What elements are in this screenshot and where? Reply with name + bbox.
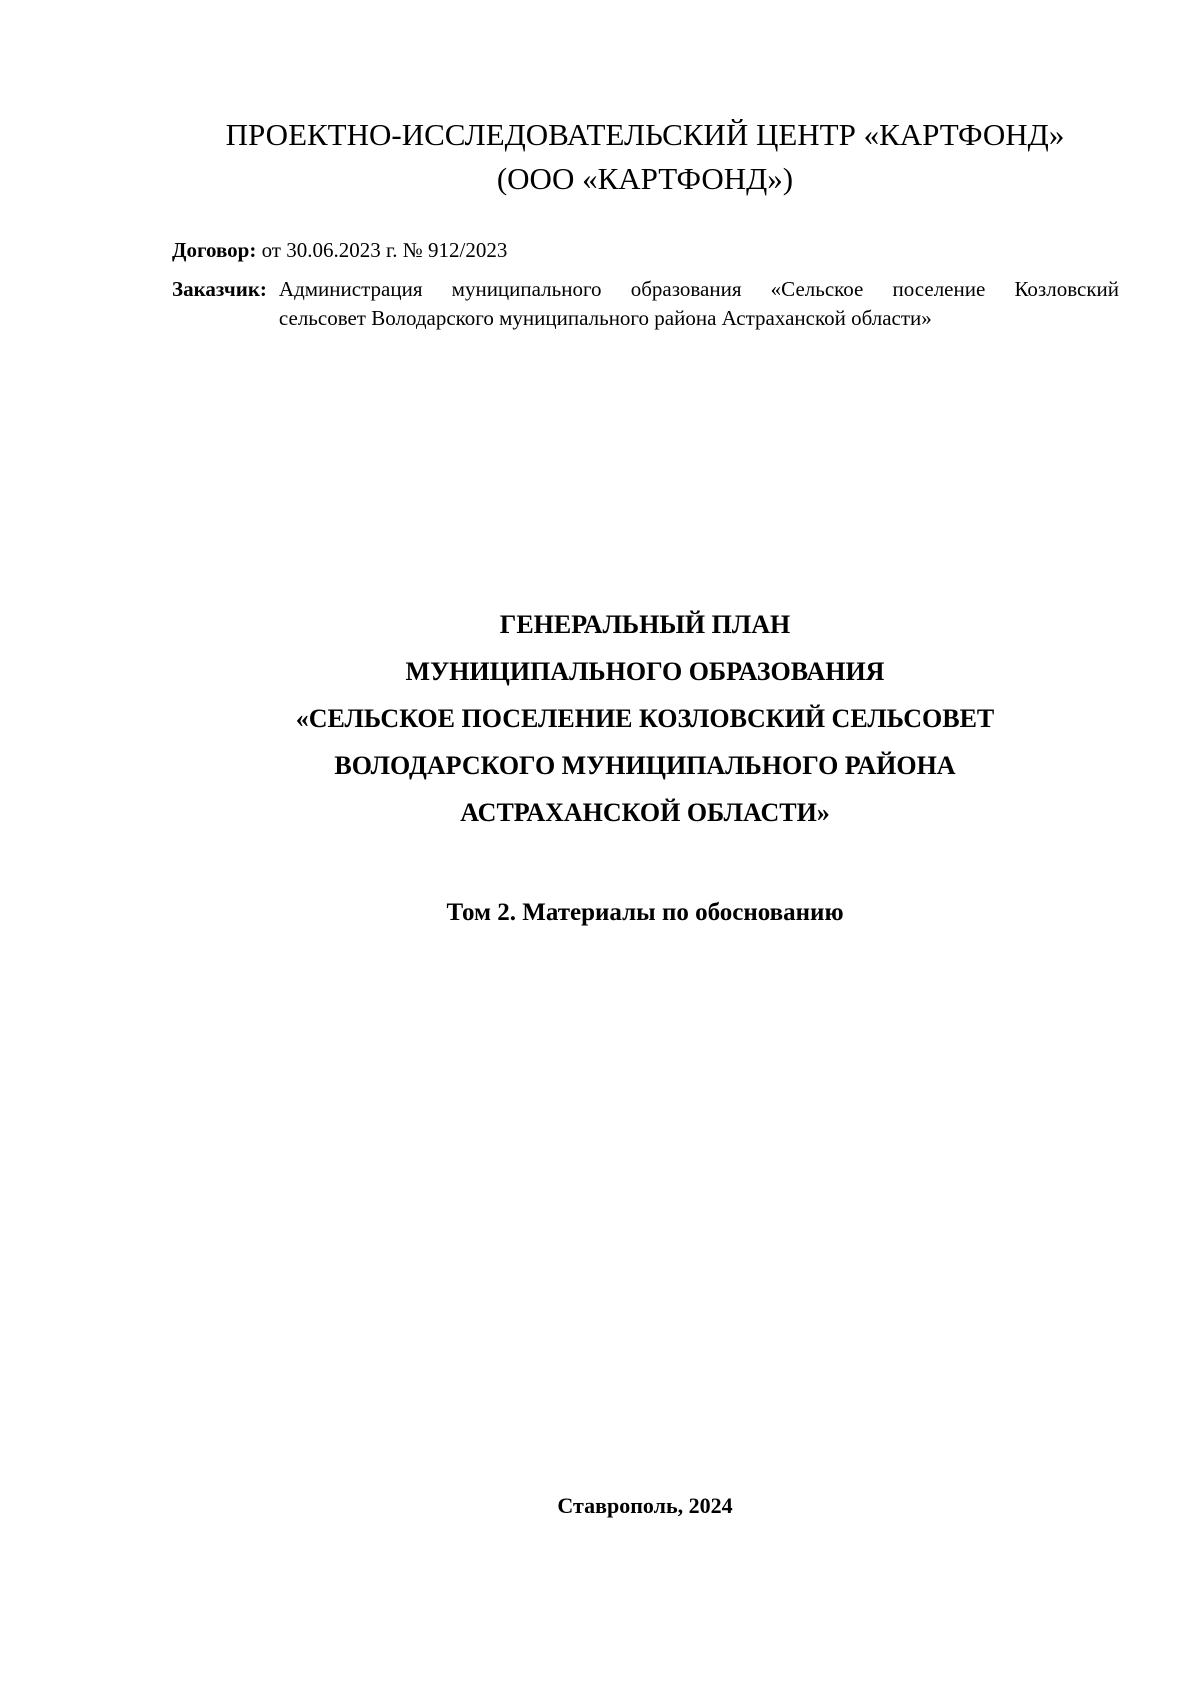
customer-value [279,275,1119,333]
contract-value: от 30.06.2023 г. № 912/2023 [256,238,508,262]
volume-title: Том 2. Материалы по обоснованию [446,899,844,926]
contract-label: Договор: [172,238,257,262]
organization-header [150,113,1140,201]
city-year: Ставрополь, 2024 [557,1493,733,1518]
title-line: АСТРАХАНСКОЙ ОБЛАСТИ» [460,798,830,827]
customer-info [172,275,1119,333]
contract-info [172,236,1119,265]
customer-value-line-2: сельсовет Володарского муниципального района Астраханской области» [278,306,932,330]
organization-short-name: (ООО «КАРТФОНД») [496,161,794,196]
title-line: ГЕНЕРАЛЬНЫЙ ПЛАН [499,610,791,639]
title-line: «СЕЛЬСКОЕ ПОСЕЛЕНИЕ КОЗЛОВСКИЙ СЕЛЬСОВЕТ [295,704,995,733]
customer-value-line-1: Администрация муниципального образования «Сельское поселение Козловский [278,277,1119,301]
customer-label: Заказчик: [172,277,267,301]
title-line: ВОЛОДАРСКОГО МУНИЦИПАЛЬНОГО РАЙОНА [334,751,956,780]
document-title [150,601,1140,836]
title-line: МУНИЦИПАЛЬНОГО ОБРАЗОВАНИЯ [405,657,885,686]
organization-name: ПРОЕКТНО-ИССЛЕДОВАТЕЛЬСКИЙ ЦЕНТР «КАРТФОНД» [225,117,1065,152]
